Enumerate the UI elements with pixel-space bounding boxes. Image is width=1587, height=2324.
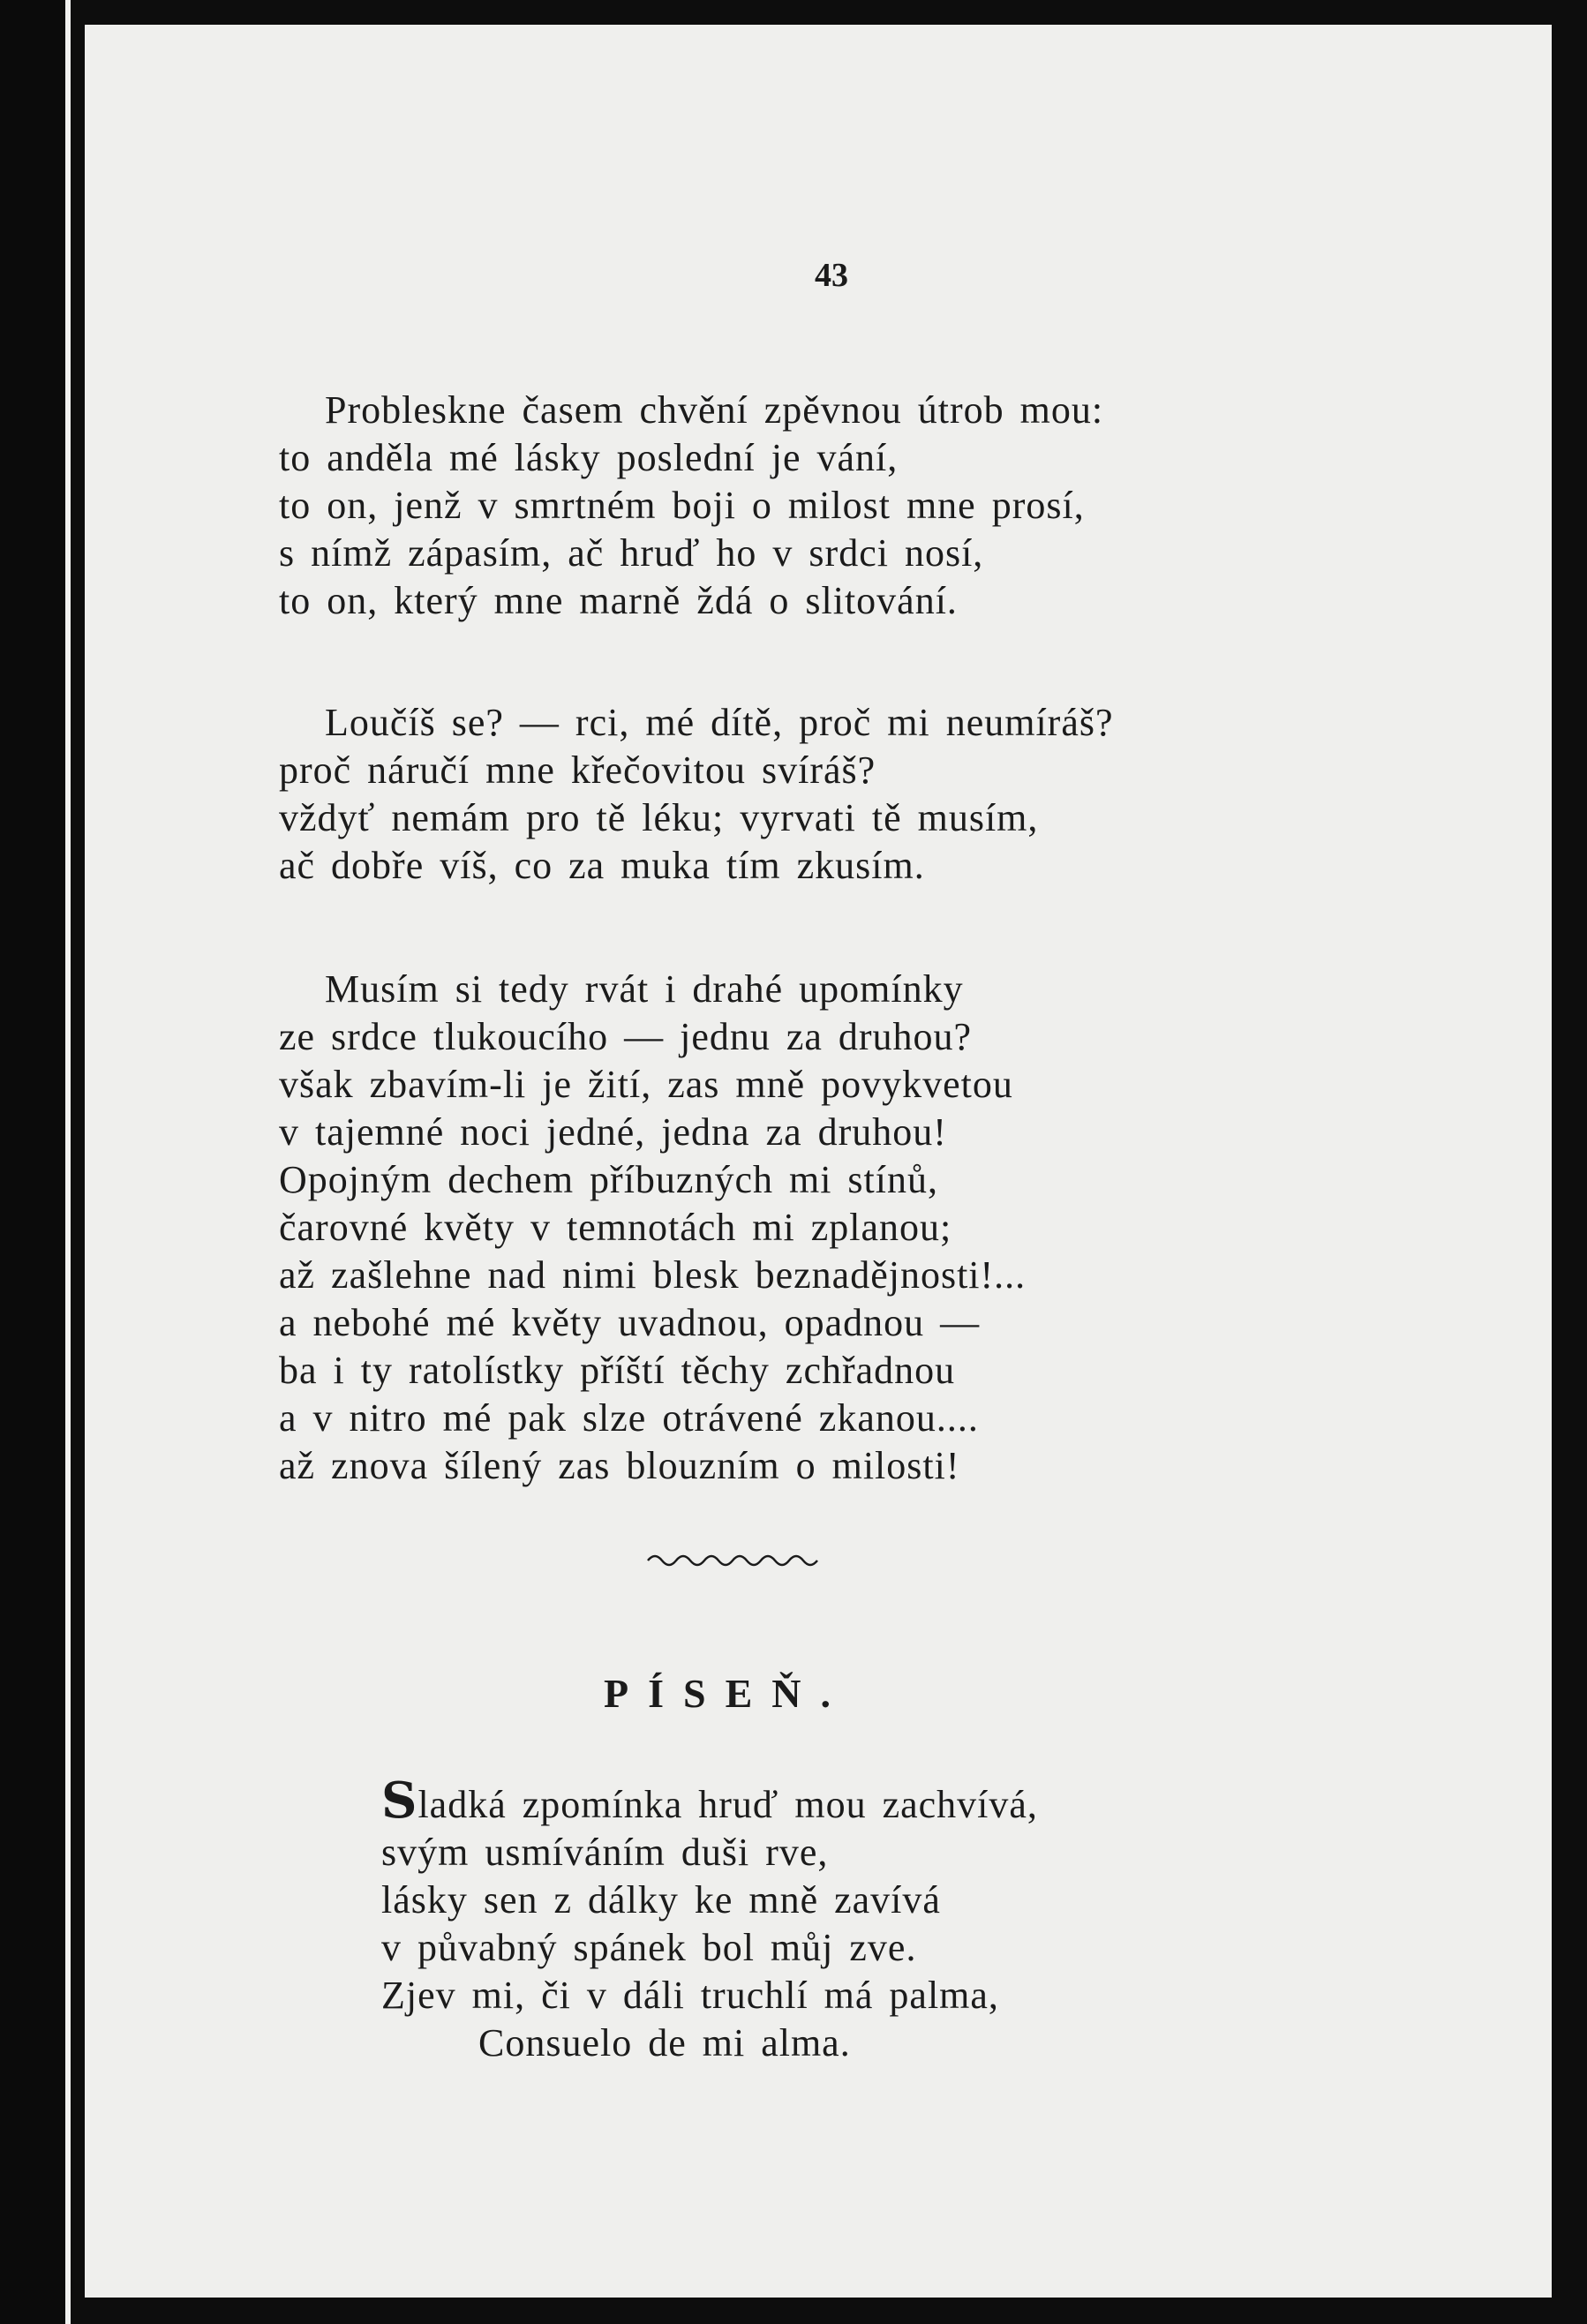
- drop-cap: S: [381, 1771, 418, 1830]
- verse-line: Musím si tedy rvát i drahé upomínky: [325, 967, 964, 1011]
- verse-line: Opojným dechem příbuzných mi stínů,: [279, 1158, 938, 1201]
- verse-line: v tajemné noci jedné, jedna za druhou!: [279, 1110, 947, 1154]
- refrain-line: Consuelo de mi alma.: [478, 2021, 851, 2065]
- verse-line: až zašlehne nad nimi blesk beznadějnosti!...: [279, 1253, 1027, 1297]
- verse-line: Loučíš se? — rci, mé dítě, proč mi neumíráš?: [325, 701, 1114, 744]
- verse-line: a v nitro mé pak slze otrávené zkanou....: [279, 1396, 979, 1440]
- verse-line: čarovné květy v temnotách mi zplanou;: [279, 1206, 952, 1249]
- verse-line: proč náručí mne křečovitou svíráš?: [279, 748, 876, 792]
- verse-line: a nebohé mé květy uvadnou, opadnou —: [279, 1301, 981, 1344]
- stanza-1: [279, 387, 1103, 625]
- page-gutter-shadow: [0, 0, 71, 2324]
- verse-line-first-rest: ladká zpomínka hruď mou zachvívá,: [417, 1783, 1038, 1826]
- verse-line: svým usmíváním duši rve,: [381, 1831, 829, 1874]
- verse-line: s nímž zápasím, ač hruď ho v srdci nosí,: [279, 531, 984, 575]
- section-title: PÍSEŇ.: [604, 1671, 850, 1716]
- stanza-3: [279, 966, 1026, 1490]
- stanza-2: [279, 699, 1114, 890]
- book-page: [85, 25, 1552, 2298]
- verse-line: však zbavím-li je žití, zas mně povykvetou: [279, 1063, 1013, 1106]
- wavy-divider-ornament: [644, 1545, 821, 1571]
- verse-line: Zjev mi, či v dáli truchlí má palma,: [381, 1974, 999, 2017]
- verse-line: to on, jenž v smrtném boji o milost mne prosí,: [279, 484, 1085, 527]
- verse-line: ze srdce tlukoucího — jednu za druhou?: [279, 1015, 973, 1058]
- verse-line: vždyť nemám pro tě léku; vyrvati tě musím,: [279, 796, 1039, 839]
- adjacent-page-edge: [65, 0, 71, 2324]
- verse-line: to anděla mé lásky poslední je vání,: [279, 436, 899, 479]
- page-number: 43: [815, 257, 848, 294]
- verse-line: to on, který mne marně ždá o slitování.: [279, 579, 958, 622]
- verse-line: Probleskne časem chvění zpěvnou útrob mou:: [325, 388, 1104, 432]
- poem-pisen: [381, 1771, 1038, 2067]
- verse-line: až znova šílený zas blouzním o milosti!: [279, 1444, 960, 1487]
- verse-line: ač dobře víš, co za muka tím zkusím.: [279, 844, 925, 887]
- verse-line-first: [381, 1771, 1038, 1830]
- verse-line: ba i ty ratolístky příští těchy zchřadnou: [279, 1349, 956, 1392]
- verse-line: lásky sen z dálky ke mně zavívá: [381, 1878, 941, 1922]
- verse-line: v půvabný spánek bol můj zve.: [381, 1926, 917, 1969]
